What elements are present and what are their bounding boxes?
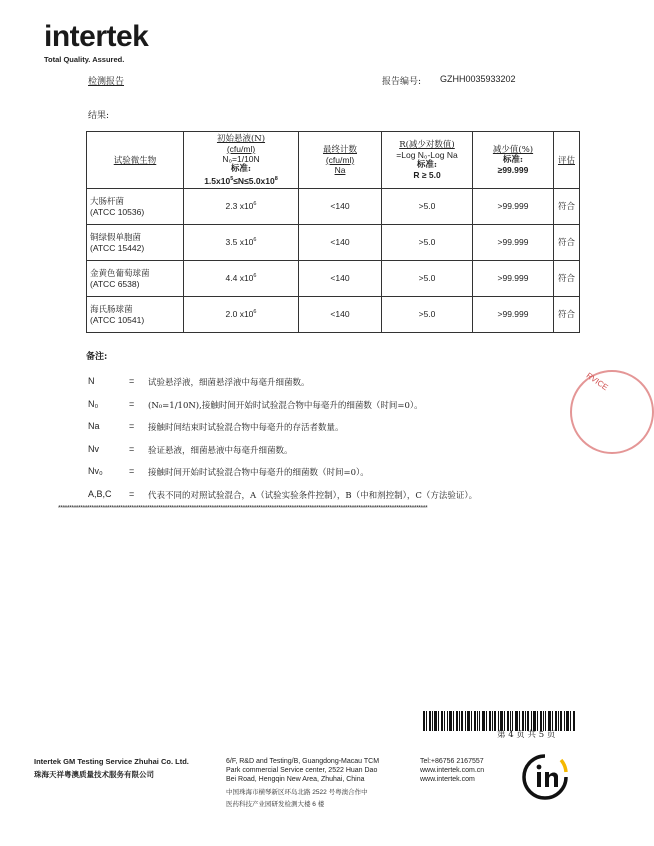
note-description: (N₀=1/10N),接触时间开始时试验混合物中每毫升的细菌数（时间=0）。 xyxy=(148,401,423,411)
results-label: 结果: xyxy=(88,111,110,121)
reduction-cell: >99.999 xyxy=(473,260,554,296)
reduction-cell: >99.999 xyxy=(473,188,554,224)
organism-strain: (ATCC 6538) xyxy=(90,279,140,290)
note-description: 接触时间结束时试验混合物中每毫升的存活者数量。 xyxy=(148,423,344,433)
note-description: 代表不同的对照试验混合，A（试验实验条件控制），B（中和剂控制），C（方法验证）。 xyxy=(148,491,478,501)
std-part-2: ≤N≤5.0x10 xyxy=(233,175,275,186)
std-exp-2: 8 xyxy=(274,176,278,182)
note-symbol: N₀ xyxy=(88,399,99,409)
note-symbol: Nv₀ xyxy=(88,466,103,476)
address-cn-line: 中国珠海市横琴新区环岛北路 2522 号粤澳合作中 xyxy=(226,789,368,796)
note-equals: = xyxy=(129,489,135,499)
table-row xyxy=(87,188,580,224)
organism-name: 海氏肠球菌 xyxy=(90,305,133,316)
n0-exponent: 6 xyxy=(253,201,257,208)
note-equals: = xyxy=(129,399,135,409)
col-organism-label: 试验微生物 xyxy=(113,155,157,166)
note-description: 验证悬液，细菌悬液中每毫升细菌数。 xyxy=(148,446,293,456)
n0-exponent: 6 xyxy=(253,273,257,280)
col-initial-std-label: 标准: xyxy=(230,164,252,174)
table-row xyxy=(87,296,580,332)
page-number: 第 4 页 共 5 页 xyxy=(497,730,556,740)
r-cell: >5.0 xyxy=(382,296,473,332)
col-initial-formula: N₀=1/10N xyxy=(222,154,260,164)
notes-title: 备注: xyxy=(86,352,108,362)
eval-cell: 符合 xyxy=(554,260,580,296)
footer-address xyxy=(226,757,426,784)
document-title: 检测报告 xyxy=(88,77,125,87)
std-exp-1: 5 xyxy=(230,176,234,182)
col-reduction-std-label: 标准: xyxy=(502,154,524,165)
n0-cell xyxy=(184,188,299,224)
col-r xyxy=(382,132,473,189)
note-equals: = xyxy=(129,466,135,476)
col-final-unit: (cfu/ml) xyxy=(325,154,355,165)
report-number: GZHH0035933202 xyxy=(440,74,516,84)
col-reduction-std: ≥99.999 xyxy=(497,164,529,175)
telephone: Tel:+86756 2167557 xyxy=(420,758,484,765)
n0-cell xyxy=(184,296,299,332)
organism-strain: (ATCC 10536) xyxy=(90,207,145,218)
organism-cell xyxy=(87,188,184,224)
end-separator: ********************************************************************************************************************************************************************** xyxy=(58,505,428,512)
intertek-logo: intertek xyxy=(44,20,149,53)
n0-exponent: 6 xyxy=(253,237,257,244)
r-cell: >5.0 xyxy=(382,260,473,296)
organism-strain: (ATCC 10541) xyxy=(90,315,145,326)
col-initial xyxy=(184,132,299,189)
col-organism xyxy=(87,132,184,189)
r-cell: >5.0 xyxy=(382,188,473,224)
footer-contact xyxy=(420,757,484,784)
col-initial-title: 初始悬液(N) xyxy=(216,134,266,144)
eval-cell: 符合 xyxy=(554,224,580,260)
report-number-label: 报告编号: xyxy=(382,77,422,87)
na-cell: <140 xyxy=(299,224,382,260)
note-equals: = xyxy=(129,444,135,454)
n0-value: 4.4 x10 xyxy=(225,273,254,284)
n0-cell xyxy=(184,260,299,296)
results-table xyxy=(86,131,580,333)
note-description: 接触时间开始时试验混合物中每毫升的细菌数（时间=0）。 xyxy=(148,468,369,478)
col-final-title: 最终计数 xyxy=(322,144,357,155)
col-reduction-title: 减少值(%) xyxy=(492,144,534,155)
organism-cell xyxy=(87,260,184,296)
col-final xyxy=(299,132,382,189)
col-initial-unit: (cfu/ml) xyxy=(226,144,256,154)
table-header-row xyxy=(87,132,580,189)
organism-name: 铜绿假单胞菌 xyxy=(90,233,142,244)
n0-value: 2.3 x10 xyxy=(225,201,254,212)
na-cell: <140 xyxy=(299,260,382,296)
address-line: 6/F, R&D and Testing/B, Guangdong-Macau TCM xyxy=(226,758,380,765)
organism-cell xyxy=(87,224,184,260)
col-initial-std xyxy=(187,174,295,186)
address-line: Park commercial Service center, 2522 Huan Dao xyxy=(226,767,378,774)
note-symbol: Nv xyxy=(88,444,99,454)
address-cn-line: 医药科技产业园研发检测大楼 6 楼 xyxy=(226,801,325,808)
seal-stamp xyxy=(570,370,654,454)
table-row xyxy=(87,260,580,296)
n0-exponent: 6 xyxy=(253,309,257,316)
intertek-in-logo-icon xyxy=(520,752,570,802)
col-final-symbol: Na xyxy=(334,164,346,175)
eval-cell: 符合 xyxy=(554,188,580,224)
na-cell: <140 xyxy=(299,188,382,224)
footer-company-cn: 珠海天祥粤澳质量技术服务有限公司 xyxy=(34,770,154,779)
organism-name: 大肠杆菌 xyxy=(90,197,125,208)
reduction-cell: >99.999 xyxy=(473,296,554,332)
organism-name: 金黄色葡萄球菌 xyxy=(90,269,150,280)
n0-value: 3.5 x10 xyxy=(225,237,254,248)
address-line: Bei Road, Hengqin New Area, Zhuhai, China xyxy=(226,776,365,783)
n0-value: 2.0 x10 xyxy=(225,309,254,320)
col-eval xyxy=(554,132,580,189)
na-cell: <140 xyxy=(299,296,382,332)
col-r-title: R(减少对数值) xyxy=(399,139,455,150)
col-reduction xyxy=(473,132,554,189)
table-row xyxy=(87,224,580,260)
eval-cell: 符合 xyxy=(554,296,580,332)
note-symbol: N xyxy=(88,376,95,386)
r-cell: >5.0 xyxy=(382,224,473,260)
website-link[interactable]: www.intertek.com xyxy=(420,776,475,783)
footer-address-cn xyxy=(226,787,426,811)
website-cn-link[interactable]: www.intertek.com.cn xyxy=(420,767,485,774)
col-r-formula: =Log N₀-Log Na xyxy=(396,149,458,160)
organism-strain: (ATCC 15442) xyxy=(90,243,145,254)
note-description: 试验悬浮液，细菌悬浮液中每毫升细菌数。 xyxy=(148,378,310,388)
col-r-std: R ≥ 5.0 xyxy=(413,169,441,180)
organism-cell xyxy=(87,296,184,332)
n0-cell xyxy=(184,224,299,260)
reduction-cell: >99.999 xyxy=(473,224,554,260)
note-symbol: A,B,C xyxy=(88,489,112,499)
note-symbol: Na xyxy=(88,421,100,431)
col-r-std-label: 标准: xyxy=(416,159,438,170)
note-equals: = xyxy=(129,376,135,386)
footer-company-en: Intertek GM Testing Service Zhuhai Co. Ltd. xyxy=(34,757,189,766)
logo-tagline: Total Quality. Assured. xyxy=(44,55,125,64)
seal-stamp-text: RVICE xyxy=(584,370,610,393)
std-part-1: 1.5x10 xyxy=(204,175,231,186)
col-eval-label: 评估 xyxy=(557,155,575,166)
note-equals: = xyxy=(129,421,135,431)
